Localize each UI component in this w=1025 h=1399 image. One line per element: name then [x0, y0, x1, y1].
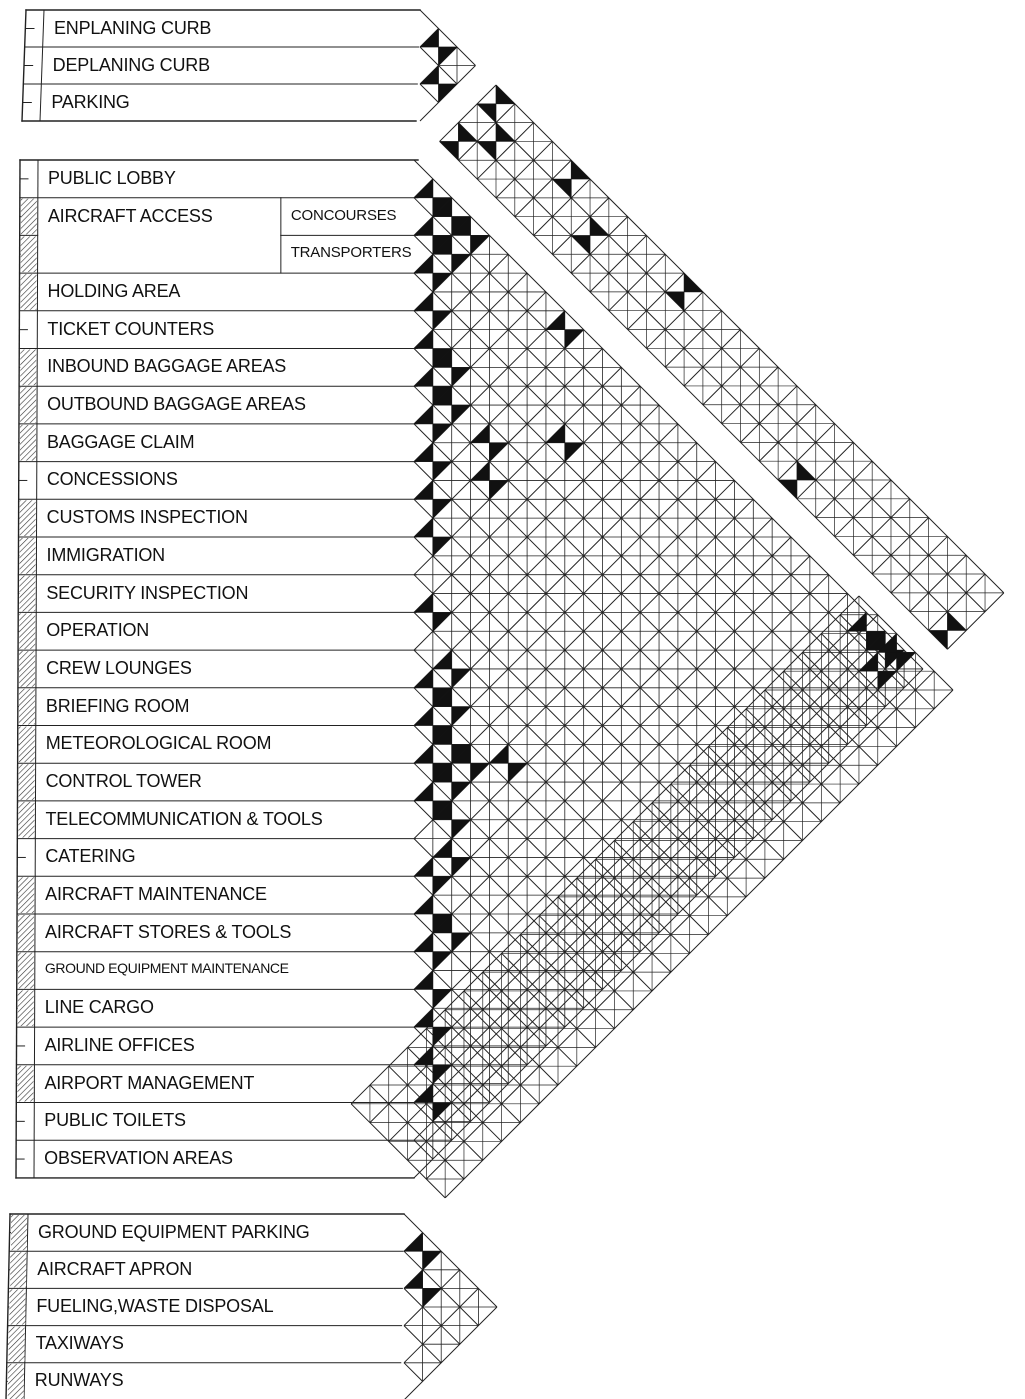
row-label: LINE CARGO [44, 997, 154, 1018]
row-label: BAGGAGE CLAIM [46, 431, 195, 452]
row-label: TELECOMMUNICATION & TOOLS [45, 808, 323, 829]
row-tab-hatched [20, 425, 36, 461]
row-label: IMMIGRATION [46, 544, 165, 565]
row-label: GROUND EQUIPMENT MAINTENANCE [44, 959, 289, 976]
row-label: SECURITY INSPECTION [46, 582, 249, 603]
row-label: FUELING,WASTE DISPOSAL [36, 1296, 274, 1316]
row-tab-hatched [20, 500, 36, 536]
row-tab-hatched [19, 689, 35, 725]
row-tab-hatched [18, 953, 34, 989]
relation-mark [508, 763, 527, 782]
relation-mark [433, 311, 452, 330]
row-tab-hatched [19, 613, 35, 649]
row-label: PUBLIC LOBBY [48, 167, 176, 188]
row-tab-hatched [20, 387, 36, 423]
row-label: PARKING [51, 91, 130, 112]
row-tab-hatched [18, 877, 34, 913]
row-tab-hatched [20, 350, 36, 386]
row-tab-hatched [9, 1327, 25, 1362]
row-tab-hatched [18, 990, 34, 1026]
row-tab-hatched [9, 1289, 25, 1324]
row-tab-hatched [18, 915, 34, 951]
row-label: DEPLANING CURB [52, 54, 210, 75]
row-label: BRIEFING ROOM [45, 695, 190, 716]
row-label: OUTBOUND BAGGAGE AREAS [47, 394, 306, 415]
row-tab-hatched [8, 1364, 24, 1399]
row-tab-hatched [19, 764, 35, 800]
row-tab-hatched [17, 1066, 33, 1102]
row-tab-hatched [11, 1215, 27, 1250]
row-label: TICKET COUNTERS [47, 318, 215, 339]
row-label: PUBLIC TOILETS [44, 1110, 186, 1131]
row-tab-hatched [19, 727, 35, 763]
row-label: CONTROL TOWER [45, 771, 202, 792]
row-label: AIRCRAFT MAINTENANCE [45, 884, 267, 905]
row-label: CREW LOUNGES [46, 657, 192, 678]
row-tab-hatched [20, 538, 36, 574]
row-sublabel: TRANSPORTERS [290, 244, 412, 262]
row-label: AIRCRAFT STORES & TOOLS [45, 921, 292, 942]
row-label: TAXIWAYS [35, 1333, 124, 1354]
row-tab-hatched [19, 651, 35, 687]
row-label: ENPLANING CURB [54, 17, 212, 38]
row-label: GROUND EQUIPMENT PARKING [38, 1221, 310, 1242]
row-label: CUSTOMS INSPECTION [46, 507, 248, 528]
row-sublabel: CONCOURSES [290, 206, 397, 224]
row-label: METEOROLOGICAL ROOM [45, 733, 272, 754]
row-label: AIRCRAFT ACCESS [47, 205, 213, 226]
row-label: INBOUND BAGGAGE AREAS [47, 356, 287, 377]
row-label: AIRPORT MANAGEMENT [44, 1072, 255, 1093]
row-tab-hatched [21, 236, 37, 272]
grid-terminal [414, 160, 923, 1178]
row-tab-hatched [21, 274, 37, 310]
grid-landside [420, 10, 476, 121]
row-label: CONCESSIONS [46, 469, 178, 490]
relation-mark [489, 443, 508, 462]
row-tab-hatched [10, 1252, 26, 1287]
row-tab-hatched [19, 576, 35, 612]
relation-mark [471, 462, 490, 481]
relation-mark [414, 367, 433, 386]
relation-mark [414, 330, 433, 349]
row-label: AIRLINE OFFICES [44, 1034, 195, 1055]
row-label: OPERATION [46, 620, 150, 641]
row-label: OBSERVATION AREAS [44, 1148, 233, 1169]
row-label: RUNWAYS [34, 1370, 124, 1391]
row-label: HOLDING AREA [47, 280, 181, 301]
row-label: AIRCRAFT APRON [37, 1258, 193, 1279]
relation-mark [471, 424, 490, 443]
row-tab-hatched [18, 802, 34, 838]
row-label: CATERING [45, 846, 136, 867]
row-tab-hatched [21, 199, 37, 235]
